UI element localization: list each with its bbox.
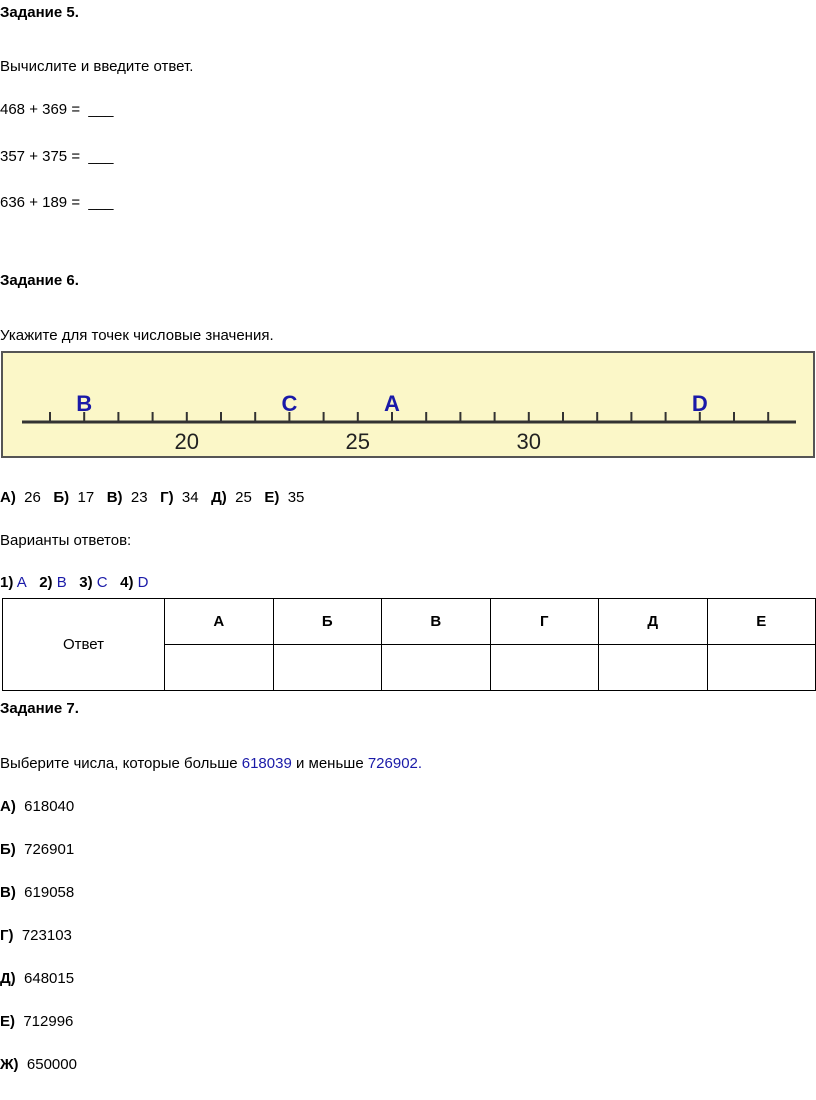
instruction-end: . [417, 755, 423, 772]
option-key: Б) [53, 489, 70, 506]
column-header: Е [707, 599, 816, 645]
answer-blank[interactable]: ___ [88, 148, 114, 165]
column-header: Б [273, 599, 382, 645]
option-value: 618040 [24, 798, 75, 815]
option-value: 25 [235, 489, 252, 506]
task6-instruction: Укажите для точек числовые значения. [0, 327, 274, 344]
answer-blank[interactable]: ___ [88, 101, 114, 118]
task7-option[interactable] [0, 841, 74, 858]
option-key: Д) [211, 489, 227, 506]
row-label: Ответ [3, 599, 165, 691]
instruction-text: и меньше [291, 755, 368, 772]
option-key: Е) [264, 489, 280, 506]
variant-num: 2) [39, 574, 53, 591]
option-value: 35 [287, 489, 305, 506]
expression: 636 + 189 = [0, 194, 81, 211]
task7-title: Задание 7. [0, 700, 79, 717]
task5-item [0, 194, 113, 211]
option-value: 26 [24, 489, 41, 506]
option-key: Д) [0, 970, 16, 987]
instruction-text: Выберите числа, которые больше [0, 755, 242, 772]
task7-instruction [0, 755, 422, 772]
expression: 468 + 369 = [0, 101, 81, 118]
lower-bound: 618039 [241, 755, 292, 772]
option-value: 648015 [24, 970, 75, 987]
option-value: 23 [130, 489, 148, 506]
task6-title: Задание 6. [0, 272, 79, 289]
tick-label: 20 [174, 429, 200, 454]
number-line-figure [0, 350, 816, 460]
option-key: В) [0, 884, 16, 901]
column-header: Г [490, 599, 599, 645]
answer-cell[interactable] [599, 645, 708, 691]
column-header: А [165, 599, 274, 645]
answer-cell[interactable] [382, 645, 491, 691]
answer-table [2, 598, 816, 691]
answer-cell[interactable] [707, 645, 816, 691]
option-value: 712996 [23, 1013, 74, 1030]
task7-option[interactable] [0, 927, 72, 944]
column-header: В [382, 599, 491, 645]
column-header: Д [599, 599, 708, 645]
option-key: Б) [0, 841, 16, 858]
variant-num: 4) [120, 574, 134, 591]
option-value: 650000 [26, 1056, 77, 1073]
variants-list [0, 574, 149, 591]
variant-point: D [137, 574, 149, 591]
task5-instruction: Вычислите и введите ответ. [0, 58, 194, 75]
point-label-a: A [384, 391, 400, 416]
tick-label: 25 [345, 429, 371, 454]
point-label-b: B [76, 391, 93, 416]
answer-cell[interactable] [273, 645, 382, 691]
task7-option[interactable] [0, 798, 74, 815]
option-value: 723103 [21, 927, 72, 944]
table-row [3, 599, 816, 645]
task6-options [0, 489, 304, 506]
option-value: 726901 [24, 841, 75, 858]
option-value: 619058 [24, 884, 75, 901]
expression: 357 + 375 = [0, 148, 81, 165]
point-label-c: C [281, 391, 298, 416]
task5-item [0, 101, 113, 118]
tick-label: 30 [516, 429, 542, 454]
answer-cell[interactable] [165, 645, 274, 691]
task7-option[interactable] [0, 1013, 73, 1030]
variants-label: Варианты ответов: [0, 532, 132, 549]
option-key: Е) [0, 1013, 15, 1030]
option-key: А) [0, 489, 16, 506]
task7-option[interactable] [0, 884, 74, 901]
variant-point: C [96, 574, 108, 591]
option-key: Г) [160, 489, 174, 506]
point-label-d: D [691, 391, 708, 416]
variant-point: A [16, 574, 27, 591]
variant-point: B [56, 574, 67, 591]
option-key: В) [106, 489, 123, 506]
variant-num: 3) [79, 574, 93, 591]
task5-title: Задание 5. [0, 4, 79, 21]
upper-bound: 726902 [367, 755, 418, 772]
option-key: Ж) [0, 1056, 19, 1073]
task5-item [0, 148, 113, 165]
answer-blank[interactable]: ___ [88, 194, 114, 211]
variant-num: 1) [0, 574, 14, 591]
option-value: 17 [77, 489, 95, 506]
option-key: Г) [0, 927, 14, 944]
answer-cell[interactable] [490, 645, 599, 691]
option-value: 34 [181, 489, 199, 506]
task7-option[interactable] [0, 1056, 77, 1073]
option-key: А) [0, 798, 16, 815]
task7-option[interactable] [0, 970, 74, 987]
